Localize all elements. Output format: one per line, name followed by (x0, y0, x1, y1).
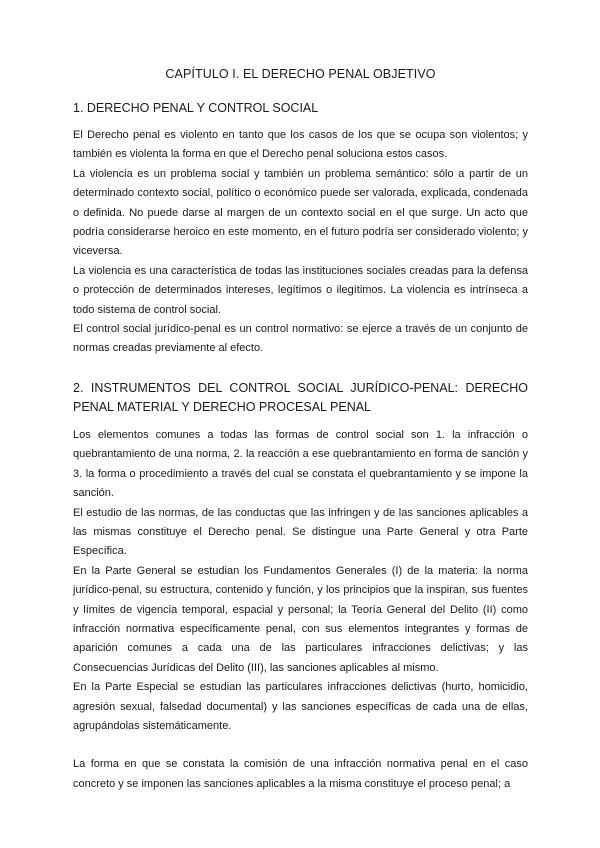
paragraph: El estudio de las normas, de las conductas que las infringen y de las sanciones aplicables a las mismas constituye el Derecho penal. Se distingue una Parte General y otra Parte Específica. (73, 506, 528, 558)
paragraph: En la Parte General se estudian los Fundamentos Generales (I) de la materia: la norma jurídico-penal, su estructura, contenido y función, y los principios que la inspiran, sus fuentes y límites de vigencia temporal, espacial y personal; la Teoría General del Delito (II) como infracción normativa específicamente penal, con sus elementos integrantes y formas de aparición comunes a cada una de las particulares infracciones delictivas; y las Consecuencias Jurídicas del Delito (III), las sanciones aplicables al mismo. (73, 564, 528, 674)
paragraph: La violencia es un problema social y también un problema semántico: sólo a partir de un determinado contexto social, político o económico puede ser valorada, explicada, condenada o definida. No puede darse al margen de un contexto social en el que surge. Un acto que podría considerarse heroico en este momento, en el futuro podría ser considerado violento; y viceversa. (73, 167, 528, 258)
section-derecho-penal-control-social (73, 99, 528, 359)
document-page (73, 67, 528, 794)
section-heading-2: 2. INSTRUMENTOS DEL CONTROL SOCIAL JURÍDICO-PENAL: DERECHO PENAL MATERIAL Y DERECHO PROCESAL PENAL (73, 380, 528, 414)
paragraph: Los elementos comunes a todas las formas de control social son 1. la infracción o quebrantamiento de una norma, 2. la reacción a ese quebrantamiento en forma de sanción y 3. la forma o procedimiento a través del cual se constata el quebrantamiento y se impone la sanción. (73, 428, 528, 500)
paragraph: En la Parte Especial se estudian las particulares infracciones delictivas (hurto, homicidio, agresión sexual, falsedad documental) y las sanciones específicas de cada una de ellas, agrupándolas sistemáticamente. (73, 681, 528, 732)
closing-paragraph: La forma en que se constata la comisión de una infracción normativa penal en el caso concreto y se imponen las sanciones aplicables a la misma constituye el proceso penal; a (73, 758, 528, 790)
chapter-title: CAPÍTULO I. EL DERECHO PENAL OBJETIVO (165, 67, 436, 81)
section-spacer (73, 359, 528, 379)
section-instrumentos-control-social (73, 379, 528, 737)
paragraph: La violencia es una característica de todas las instituciones sociales creadas para la defensa o protección de determinados intereses, legítimos o ilegítimos. La violencia es intrínseca a todo sistema de control social. (73, 264, 528, 316)
paragraph: El control social jurídico-penal es un control normativo: se ejerce a través de un conjunto de normas creadas previamente al efecto. (73, 323, 528, 355)
paragraph-spacer (73, 736, 528, 755)
section-heading-1: 1. DERECHO PENAL Y CONTROL SOCIAL (73, 101, 319, 115)
paragraph: El Derecho penal es violento en tanto que los casos de los que se ocupa son violentos; y también es violenta la forma en que el Derecho penal soluciona estos casos. (73, 129, 528, 161)
